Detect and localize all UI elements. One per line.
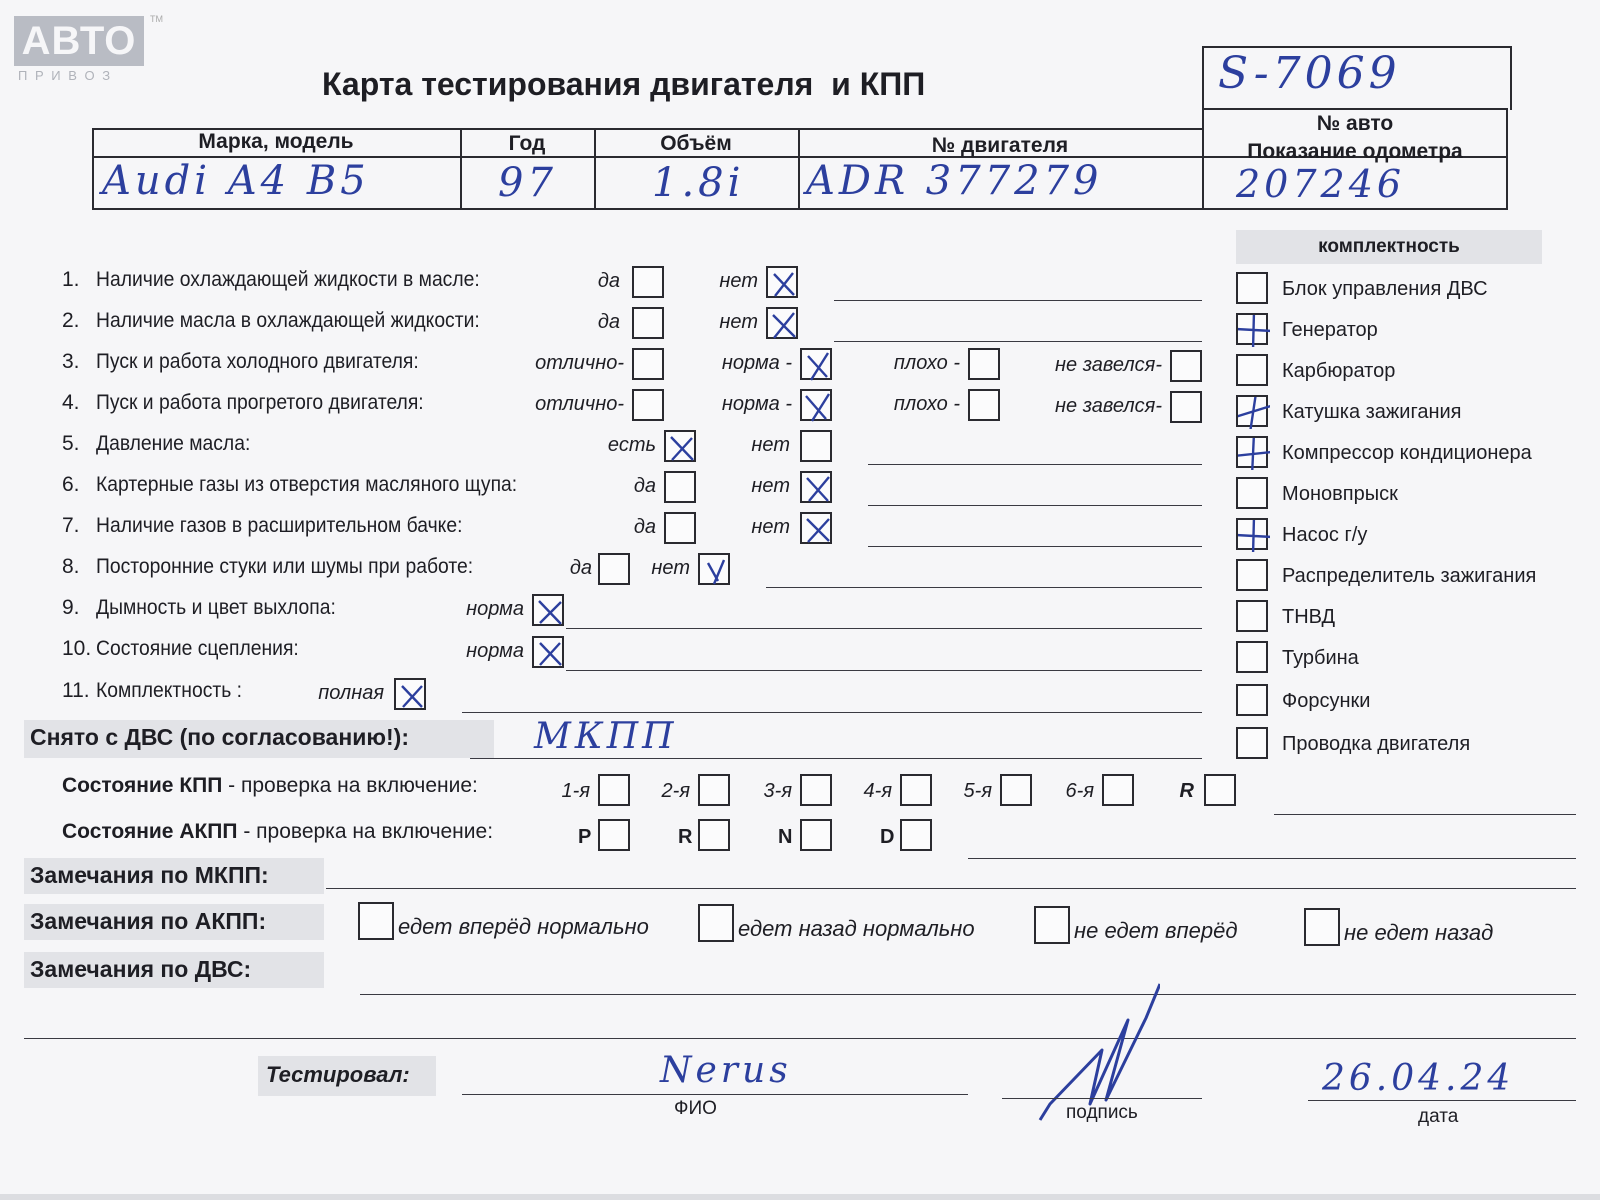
item-4-normal-checkbox[interactable] xyxy=(800,389,832,421)
item-5-no-checkbox[interactable] xyxy=(800,430,832,462)
check-mark-icon xyxy=(1238,438,1270,470)
item-2-notes-line xyxy=(834,341,1202,342)
item-3-normal-label: норма - xyxy=(721,352,792,374)
logo-main-text: АВТО xyxy=(14,16,144,66)
komplekt-label-9: ТНВД xyxy=(1282,606,1336,628)
item-11-label: Комплектность : xyxy=(96,679,243,702)
akpp-notes-line xyxy=(968,858,1576,859)
item-10-normal-checkbox[interactable] xyxy=(532,636,564,668)
item-4-no-start-label: не завелся- xyxy=(1055,395,1162,417)
item-3-excellent-checkbox[interactable] xyxy=(632,348,664,380)
item-2-label: Наличие масла в охлаждающей жидкости: xyxy=(96,309,480,332)
item-3-no-start-checkbox[interactable] xyxy=(1170,350,1202,382)
item-11-full-checkbox[interactable] xyxy=(394,678,426,710)
akpp-forward-ok-label: едет вперёд нормально xyxy=(398,914,649,939)
item-6-yes-label: да xyxy=(633,475,656,497)
check-mark-icon xyxy=(802,514,834,546)
kpp-label-rest: - проверка на включение: xyxy=(222,774,478,797)
komplekt-checkbox-11[interactable] xyxy=(1236,684,1268,716)
item-3-label: Пуск и работа холодного двигателя: xyxy=(96,350,419,373)
item-9-normal-checkbox[interactable] xyxy=(532,594,564,626)
item-9-label: Дымность и цвет выхлопа: xyxy=(96,596,336,619)
logo-sub-text: П Р И В О З xyxy=(18,68,113,83)
odometer-value: 207246 xyxy=(1236,162,1406,206)
item-5-notes-line xyxy=(868,464,1202,465)
komplekt-title: комплектность xyxy=(1318,236,1460,257)
check-mark-icon xyxy=(802,473,834,505)
item-4-excellent-label: отлично- xyxy=(535,393,624,415)
akpp-mode-n-label: N xyxy=(778,826,793,848)
item-1-number: 1. xyxy=(62,268,80,291)
item-8-no-label: нет xyxy=(651,557,690,579)
header-label-year: Год xyxy=(508,132,546,155)
item-2-yes-checkbox[interactable] xyxy=(632,307,664,339)
kpp-label xyxy=(62,774,478,798)
komplekt-checkbox-2[interactable] xyxy=(1236,313,1268,345)
item-5-number: 5. xyxy=(62,432,80,455)
signature-label: подпись xyxy=(1066,1102,1138,1123)
item-3-no-start-label: не завелся- xyxy=(1055,354,1162,376)
item-1-notes-line xyxy=(834,300,1202,301)
kpp-gear-4-label: 4-я xyxy=(863,780,892,802)
year-value: 97 xyxy=(498,160,557,206)
engine-number-value: ADR 377279 xyxy=(806,158,1103,204)
check-mark-icon xyxy=(666,432,698,464)
komplekt-checkbox-3[interactable] xyxy=(1236,354,1268,386)
akpp-no-forward-checkbox[interactable] xyxy=(1034,906,1070,944)
komplekt-label-2: Генератор xyxy=(1282,319,1378,341)
item-8-yes-checkbox[interactable] xyxy=(598,553,630,585)
item-11-number: 11. xyxy=(62,679,90,702)
akpp-forward-ok-checkbox[interactable] xyxy=(358,902,394,940)
item-3-number: 3. xyxy=(62,350,80,373)
komplekt-label-12: Проводка двигателя xyxy=(1282,733,1471,755)
check-mark-icon xyxy=(1238,397,1270,429)
check-mark-icon xyxy=(700,555,732,587)
komplekt-label-4: Катушка зажигания xyxy=(1282,401,1462,423)
item-8-notes-line xyxy=(766,587,1202,588)
item-1-yes-checkbox[interactable] xyxy=(632,266,664,298)
komplekt-checkbox-10[interactable] xyxy=(1236,641,1268,673)
kpp-label-bold: Состояние КПП xyxy=(62,774,223,797)
check-mark-icon xyxy=(768,268,800,300)
item-7-notes-line xyxy=(868,546,1202,547)
tester-name-handwritten: Nerus xyxy=(660,1050,792,1091)
akpp-mode-r-checkbox[interactable] xyxy=(698,819,730,851)
item-6-no-label: нет xyxy=(751,475,790,497)
komplekt-checkbox-4[interactable] xyxy=(1236,395,1268,427)
akpp-label xyxy=(62,820,493,844)
kpp-gear-4-checkbox[interactable] xyxy=(900,774,932,806)
item-5-yes-checkbox[interactable] xyxy=(664,430,696,462)
akpp-no-reverse-label: не едет назад xyxy=(1344,920,1494,945)
date-label: дата xyxy=(1418,1106,1459,1127)
item-5-yes-label: есть xyxy=(607,434,656,456)
item-6-yes-checkbox[interactable] xyxy=(664,471,696,503)
item-7-no-label: нет xyxy=(751,516,790,538)
item-4-normal-label: норма - xyxy=(721,393,792,415)
kpp-gear-r-checkbox[interactable] xyxy=(1204,774,1236,806)
item-6-notes-line xyxy=(868,505,1202,506)
remarks-mkpp-line xyxy=(326,888,1576,889)
komplekt-checkbox-7[interactable] xyxy=(1236,518,1268,550)
komplekt-label-8: Распределитель зажигания xyxy=(1282,565,1537,587)
avto-privoz-logo xyxy=(14,14,163,83)
akpp-label-bold: Состояние АКПП xyxy=(62,820,238,843)
item-8-no-checkbox[interactable] xyxy=(698,553,730,585)
item-5-label: Давление масла: xyxy=(96,432,251,455)
item-11-full-label: полная xyxy=(318,682,384,704)
akpp-reverse-ok-label: едет назад нормально xyxy=(738,916,975,941)
removed-label: Снято с ДВС (по согласованию!): xyxy=(30,724,409,750)
check-mark-icon xyxy=(534,596,566,628)
item-7-number: 7. xyxy=(62,514,80,537)
check-mark-icon xyxy=(534,638,566,670)
akpp-mode-p-label: P xyxy=(578,826,592,848)
kpp-gear-1-checkbox[interactable] xyxy=(598,774,630,806)
komplekt-label-6: Моновпрыск xyxy=(1282,483,1398,505)
item-7-label: Наличие газов в расширительном бачке: xyxy=(96,514,463,537)
item-1-yes-label: да xyxy=(597,270,620,292)
komplekt-label-5: Компрессор кондиционера xyxy=(1282,442,1532,464)
item-4-label: Пуск и работа прогретого двигателя: xyxy=(96,391,424,414)
item-7-yes-checkbox[interactable] xyxy=(664,512,696,544)
remarks-dvs-label: Замечания по ДВС: xyxy=(30,956,252,982)
model-value: Audi A4 B5 xyxy=(102,158,370,204)
item-9-number: 9. xyxy=(62,596,80,619)
akpp-mode-d-checkbox[interactable] xyxy=(900,819,932,851)
akpp-no-forward-label: не едет вперёд xyxy=(1074,918,1238,943)
item-2-no-label: нет xyxy=(719,311,758,333)
removed-line xyxy=(470,758,1202,759)
item-8-label: Посторонние стуки или шумы при работе: xyxy=(96,555,474,578)
kpp-gear-3-label: 3-я xyxy=(763,780,792,802)
item-4-excellent-checkbox[interactable] xyxy=(632,389,664,421)
akpp-mode-n-checkbox[interactable] xyxy=(800,819,832,851)
komplekt-checkbox-9[interactable] xyxy=(1236,600,1268,632)
komplekt-checkbox-6[interactable] xyxy=(1236,477,1268,509)
tested-label: Тестировал: xyxy=(266,1062,410,1087)
check-mark-icon xyxy=(1238,315,1270,347)
remarks-akpp-label: Замечания по АКПП: xyxy=(30,908,267,934)
page-title: Карта тестирования двигателя и КПП xyxy=(322,66,926,102)
kpp-gear-r-label: R xyxy=(1179,780,1194,802)
item-5-no-label: нет xyxy=(751,434,790,456)
item-8-yes-label: да xyxy=(569,557,592,579)
komplekt-label-3: Карбюратор xyxy=(1282,360,1396,382)
akpp-no-reverse-checkbox[interactable] xyxy=(1304,908,1340,946)
check-mark-icon xyxy=(396,680,428,712)
item-10-normal-label: норма xyxy=(466,640,524,662)
kpp-gear-2-checkbox[interactable] xyxy=(698,774,730,806)
check-mark-icon xyxy=(1238,520,1270,552)
item-4-bad-checkbox[interactable] xyxy=(968,389,1000,421)
item-2-yes-label: да xyxy=(597,311,620,333)
item-2-number: 2. xyxy=(62,309,80,332)
item-7-yes-label: да xyxy=(633,516,656,538)
komplekt-label-1: Блок управления ДВС xyxy=(1282,278,1488,300)
item-6-number: 6. xyxy=(62,473,80,496)
item-9-normal-label: норма xyxy=(466,598,524,620)
akpp-mode-p-checkbox[interactable] xyxy=(598,819,630,851)
kpp-gear-1-label: 1-я xyxy=(561,780,590,802)
signature-line xyxy=(1002,1098,1202,1099)
item-1-no-checkbox[interactable] xyxy=(766,266,798,298)
item-4-no-start-checkbox[interactable] xyxy=(1170,391,1202,423)
stock-number-handwritten: S-7069 xyxy=(1218,48,1401,99)
fio-label: ФИО xyxy=(674,1098,717,1119)
page-bottom-edge xyxy=(0,1194,1600,1200)
removed-value-handwritten: МКПП xyxy=(534,716,678,757)
item-8-number: 8. xyxy=(62,555,80,578)
item-1-no-label: нет xyxy=(719,270,758,292)
logo-tm-text: TM xyxy=(150,14,163,24)
item-2-no-checkbox[interactable] xyxy=(766,307,798,339)
komplekt-checkbox-5[interactable] xyxy=(1236,436,1268,468)
item-3-bad-checkbox[interactable] xyxy=(968,348,1000,380)
komplekt-checkbox-12[interactable] xyxy=(1236,727,1268,759)
item-1-label: Наличие охлаждающей жидкости в масле: xyxy=(96,268,480,291)
item-10-notes-line xyxy=(566,670,1202,671)
komplekt-label-11: Форсунки xyxy=(1282,690,1371,712)
check-mark-icon xyxy=(768,309,800,341)
kpp-gear-6-checkbox[interactable] xyxy=(1102,774,1134,806)
komplekt-checkbox-1[interactable] xyxy=(1236,272,1268,304)
item-3-bad-label: плохо - xyxy=(893,352,960,374)
header-label-car-number: № авто xyxy=(1316,112,1394,135)
fio-line xyxy=(462,1094,968,1095)
header-label-odometer: Показание одометра xyxy=(1247,140,1463,163)
item-3-normal-checkbox[interactable] xyxy=(800,348,832,380)
kpp-gear-2-label: 2-я xyxy=(661,780,690,802)
kpp-gear-6-label: 6-я xyxy=(1065,780,1094,802)
item-10-number: 10. xyxy=(62,637,92,660)
header-label-volume: Объём xyxy=(660,132,732,155)
remarks-dvs-line-2 xyxy=(24,1038,1576,1039)
header-label-model: Марка, модель xyxy=(198,130,354,153)
akpp-mode-d-label: D xyxy=(880,826,895,848)
volume-value: 1.8i xyxy=(652,160,745,206)
check-mark-icon xyxy=(802,391,834,423)
item-6-no-checkbox[interactable] xyxy=(800,471,832,503)
kpp-notes-line xyxy=(1274,814,1576,815)
remarks-dvs-line-1 xyxy=(360,994,1576,995)
akpp-mode-r-label: R xyxy=(678,826,693,848)
kpp-gear-5-checkbox[interactable] xyxy=(1000,774,1032,806)
item-4-bad-label: плохо - xyxy=(893,393,960,415)
item-6-label: Картерные газы из отверстия масляного щупа: xyxy=(96,473,518,496)
item-4-number: 4. xyxy=(62,391,80,414)
item-10-label: Состояние сцепления: xyxy=(96,637,299,660)
kpp-gear-3-checkbox[interactable] xyxy=(800,774,832,806)
komplekt-label-7: Насос г/у xyxy=(1282,524,1368,546)
date-handwritten: 26.04.24 xyxy=(1322,1058,1515,1099)
item-9-notes-line xyxy=(566,628,1202,629)
item-7-no-checkbox[interactable] xyxy=(800,512,832,544)
date-line xyxy=(1308,1100,1576,1101)
item-11-notes-line xyxy=(462,712,1202,713)
akpp-label-rest: - проверка на включение: xyxy=(237,820,494,843)
akpp-reverse-ok-checkbox[interactable] xyxy=(698,904,734,942)
komplekt-checkbox-8[interactable] xyxy=(1236,559,1268,591)
kpp-gear-5-label: 5-я xyxy=(963,780,992,802)
komplekt-label-10: Турбина xyxy=(1282,647,1359,669)
header-label-engine: № двигателя xyxy=(931,134,1069,157)
check-mark-icon xyxy=(802,350,834,382)
remarks-mkpp-label: Замечания по МКПП: xyxy=(30,862,269,888)
item-3-excellent-label: отлично- xyxy=(535,352,624,374)
